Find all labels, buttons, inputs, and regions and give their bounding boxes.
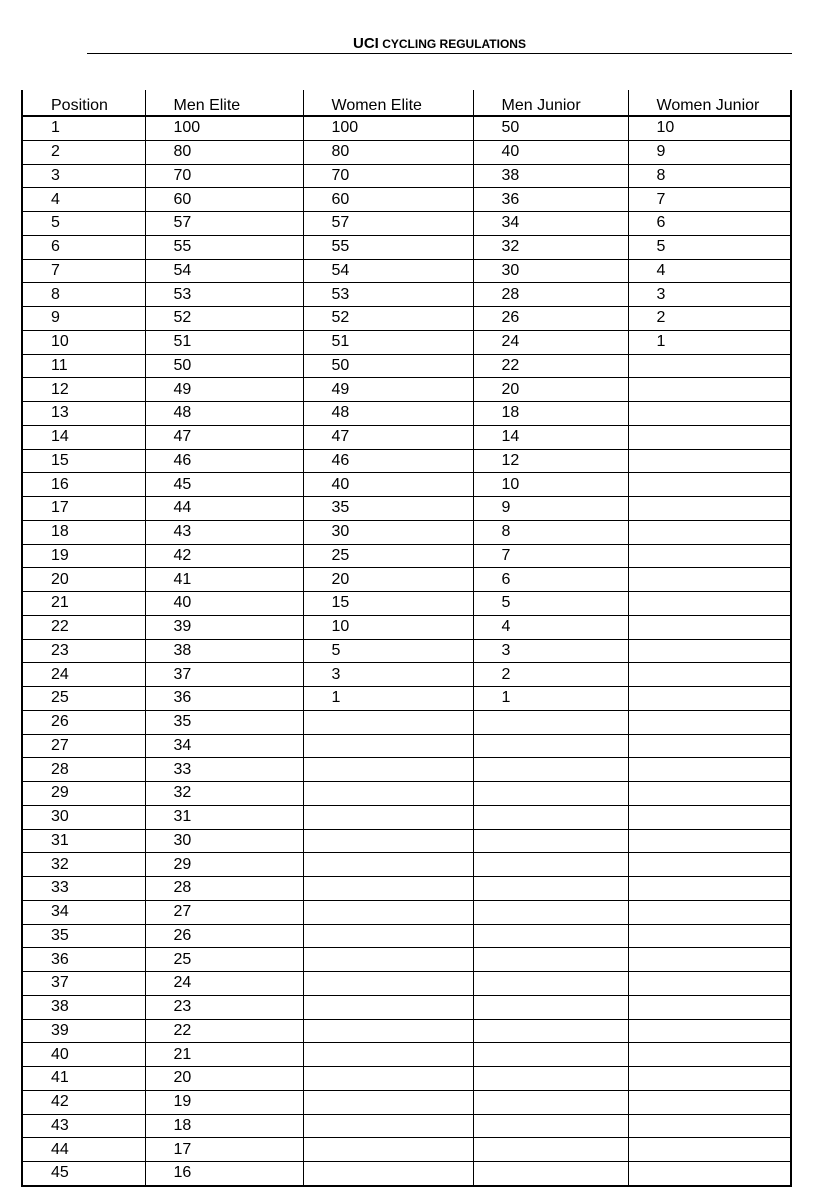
cell-women-junior — [628, 615, 791, 639]
cell-men-junior — [473, 710, 628, 734]
header-title-main: UCI — [353, 35, 379, 52]
cell-men-elite: 51 — [145, 330, 303, 354]
table-row — [22, 924, 791, 948]
table-row — [22, 805, 791, 829]
cell-women-elite: 25 — [303, 544, 473, 568]
table-row — [22, 615, 791, 639]
cell-men-elite: 57 — [145, 212, 303, 236]
cell-women-elite — [303, 948, 473, 972]
cell-women-elite: 52 — [303, 307, 473, 331]
cell-women-junior — [628, 402, 791, 426]
cell-position: 9 — [22, 307, 145, 331]
cell-women-elite: 40 — [303, 473, 473, 497]
cell-position: 30 — [22, 805, 145, 829]
cell-women-elite: 46 — [303, 449, 473, 473]
cell-women-elite: 100 — [303, 116, 473, 140]
cell-position: 31 — [22, 829, 145, 853]
table-row — [22, 402, 791, 426]
cell-men-elite: 17 — [145, 1138, 303, 1162]
cell-men-elite: 49 — [145, 378, 303, 402]
cell-men-elite: 33 — [145, 758, 303, 782]
cell-women-junior: 10 — [628, 116, 791, 140]
cell-women-junior — [628, 520, 791, 544]
cell-men-junior: 34 — [473, 212, 628, 236]
cell-position: 10 — [22, 330, 145, 354]
cell-men-elite: 34 — [145, 734, 303, 758]
cell-position: 6 — [22, 235, 145, 259]
column-header-men-junior: Men Junior — [473, 90, 628, 116]
cell-position: 11 — [22, 354, 145, 378]
cell-position: 43 — [22, 1114, 145, 1138]
cell-men-junior: 50 — [473, 116, 628, 140]
cell-position: 21 — [22, 592, 145, 616]
cell-men-junior — [473, 805, 628, 829]
cell-women-junior: 3 — [628, 283, 791, 307]
table-row — [22, 164, 791, 188]
cell-men-junior: 8 — [473, 520, 628, 544]
points-table — [21, 90, 792, 1187]
cell-women-elite — [303, 1019, 473, 1043]
cell-position: 3 — [22, 164, 145, 188]
cell-women-junior — [628, 734, 791, 758]
cell-position: 5 — [22, 212, 145, 236]
cell-men-junior — [473, 948, 628, 972]
table-row — [22, 782, 791, 806]
table-row — [22, 995, 791, 1019]
cell-women-junior — [628, 497, 791, 521]
cell-men-elite: 20 — [145, 1067, 303, 1091]
cell-women-elite — [303, 995, 473, 1019]
cell-women-elite — [303, 1138, 473, 1162]
cell-women-elite — [303, 1114, 473, 1138]
cell-position: 26 — [22, 710, 145, 734]
column-header-women-junior: Women Junior — [628, 90, 791, 116]
cell-position: 35 — [22, 924, 145, 948]
cell-men-junior: 22 — [473, 354, 628, 378]
cell-women-junior: 1 — [628, 330, 791, 354]
cell-men-elite: 21 — [145, 1043, 303, 1067]
cell-men-elite: 55 — [145, 235, 303, 259]
table-row — [22, 116, 791, 140]
table-row — [22, 354, 791, 378]
table-row — [22, 140, 791, 164]
cell-men-junior: 4 — [473, 615, 628, 639]
cell-women-elite: 70 — [303, 164, 473, 188]
cell-men-junior — [473, 1019, 628, 1043]
cell-women-elite: 48 — [303, 402, 473, 426]
cell-men-elite: 36 — [145, 687, 303, 711]
cell-position: 7 — [22, 259, 145, 283]
cell-men-elite: 35 — [145, 710, 303, 734]
cell-men-junior — [473, 995, 628, 1019]
cell-men-elite: 16 — [145, 1162, 303, 1186]
cell-men-junior — [473, 734, 628, 758]
cell-men-junior — [473, 900, 628, 924]
table-row — [22, 212, 791, 236]
cell-men-elite: 40 — [145, 592, 303, 616]
cell-men-junior — [473, 782, 628, 806]
cell-position: 33 — [22, 877, 145, 901]
cell-women-junior — [628, 354, 791, 378]
column-header-men-elite: Men Elite — [145, 90, 303, 116]
cell-women-elite — [303, 1067, 473, 1091]
cell-position: 4 — [22, 188, 145, 212]
cell-men-elite: 80 — [145, 140, 303, 164]
cell-women-elite — [303, 853, 473, 877]
cell-women-junior — [628, 948, 791, 972]
header-title — [353, 35, 526, 52]
cell-women-elite: 20 — [303, 568, 473, 592]
table-row — [22, 1114, 791, 1138]
cell-women-elite: 49 — [303, 378, 473, 402]
cell-men-elite: 48 — [145, 402, 303, 426]
cell-women-junior — [628, 568, 791, 592]
table-row — [22, 1019, 791, 1043]
cell-men-elite: 100 — [145, 116, 303, 140]
cell-men-junior: 1 — [473, 687, 628, 711]
cell-women-junior — [628, 1043, 791, 1067]
cell-position: 15 — [22, 449, 145, 473]
cell-men-elite: 41 — [145, 568, 303, 592]
cell-men-elite: 24 — [145, 972, 303, 996]
table-row — [22, 568, 791, 592]
cell-men-junior — [473, 877, 628, 901]
cell-women-elite — [303, 758, 473, 782]
cell-men-junior: 3 — [473, 639, 628, 663]
table-row — [22, 520, 791, 544]
cell-women-elite — [303, 900, 473, 924]
table-row — [22, 188, 791, 212]
cell-women-junior — [628, 877, 791, 901]
cell-men-elite: 19 — [145, 1090, 303, 1114]
cell-position: 36 — [22, 948, 145, 972]
table-row — [22, 900, 791, 924]
table-row — [22, 283, 791, 307]
cell-men-elite: 42 — [145, 544, 303, 568]
table-row — [22, 497, 791, 521]
header-title-rest: CYCLING REGULATIONS — [378, 37, 526, 51]
cell-men-junior — [473, 924, 628, 948]
cell-women-junior — [628, 1090, 791, 1114]
cell-women-elite — [303, 782, 473, 806]
cell-position: 25 — [22, 687, 145, 711]
cell-women-junior: 4 — [628, 259, 791, 283]
table-body — [22, 116, 791, 1186]
cell-men-junior: 7 — [473, 544, 628, 568]
cell-women-junior — [628, 924, 791, 948]
cell-position: 12 — [22, 378, 145, 402]
cell-position: 34 — [22, 900, 145, 924]
cell-position: 2 — [22, 140, 145, 164]
table-row — [22, 734, 791, 758]
cell-women-junior — [628, 639, 791, 663]
cell-men-junior: 28 — [473, 283, 628, 307]
cell-men-junior — [473, 853, 628, 877]
cell-position: 13 — [22, 402, 145, 426]
table-row — [22, 639, 791, 663]
table-row — [22, 330, 791, 354]
column-header-position: Position — [22, 90, 145, 116]
cell-men-elite: 29 — [145, 853, 303, 877]
cell-women-junior: 7 — [628, 188, 791, 212]
table-row — [22, 1162, 791, 1186]
cell-position: 17 — [22, 497, 145, 521]
cell-men-elite: 22 — [145, 1019, 303, 1043]
cell-position: 8 — [22, 283, 145, 307]
cell-position: 45 — [22, 1162, 145, 1186]
cell-men-elite: 39 — [145, 615, 303, 639]
cell-women-junior — [628, 1162, 791, 1186]
table-header-row — [22, 90, 791, 116]
cell-women-elite: 35 — [303, 497, 473, 521]
cell-men-elite: 30 — [145, 829, 303, 853]
cell-men-junior: 6 — [473, 568, 628, 592]
cell-men-junior — [473, 829, 628, 853]
cell-position: 29 — [22, 782, 145, 806]
table-row — [22, 1090, 791, 1114]
cell-women-junior — [628, 782, 791, 806]
cell-men-junior: 12 — [473, 449, 628, 473]
table-row — [22, 1067, 791, 1091]
cell-men-elite: 28 — [145, 877, 303, 901]
cell-men-junior: 38 — [473, 164, 628, 188]
cell-men-elite: 52 — [145, 307, 303, 331]
table-row — [22, 1043, 791, 1067]
cell-men-junior — [473, 758, 628, 782]
cell-women-elite — [303, 972, 473, 996]
cell-women-elite — [303, 924, 473, 948]
cell-women-elite: 53 — [303, 283, 473, 307]
cell-women-junior: 5 — [628, 235, 791, 259]
page-header — [87, 34, 792, 54]
cell-women-junior — [628, 758, 791, 782]
cell-women-junior — [628, 805, 791, 829]
cell-women-elite: 54 — [303, 259, 473, 283]
cell-women-junior — [628, 544, 791, 568]
cell-position: 40 — [22, 1043, 145, 1067]
cell-women-junior — [628, 592, 791, 616]
table-row — [22, 948, 791, 972]
cell-women-elite: 55 — [303, 235, 473, 259]
cell-position: 41 — [22, 1067, 145, 1091]
cell-position: 24 — [22, 663, 145, 687]
cell-position: 20 — [22, 568, 145, 592]
cell-women-junior — [628, 1019, 791, 1043]
cell-men-elite: 25 — [145, 948, 303, 972]
cell-position: 39 — [22, 1019, 145, 1043]
cell-men-junior — [473, 1043, 628, 1067]
cell-women-junior — [628, 1114, 791, 1138]
cell-women-junior — [628, 995, 791, 1019]
cell-women-junior — [628, 972, 791, 996]
cell-men-elite: 27 — [145, 900, 303, 924]
cell-men-elite: 18 — [145, 1114, 303, 1138]
cell-men-junior: 30 — [473, 259, 628, 283]
cell-women-elite: 10 — [303, 615, 473, 639]
cell-women-elite — [303, 1090, 473, 1114]
cell-position: 38 — [22, 995, 145, 1019]
cell-women-elite — [303, 710, 473, 734]
cell-women-elite: 1 — [303, 687, 473, 711]
cell-women-elite: 3 — [303, 663, 473, 687]
cell-women-junior: 6 — [628, 212, 791, 236]
table-row — [22, 592, 791, 616]
cell-women-junior: 8 — [628, 164, 791, 188]
cell-men-elite: 32 — [145, 782, 303, 806]
cell-position: 19 — [22, 544, 145, 568]
cell-men-elite: 44 — [145, 497, 303, 521]
cell-women-elite: 51 — [303, 330, 473, 354]
cell-position: 37 — [22, 972, 145, 996]
cell-women-elite — [303, 805, 473, 829]
table-row — [22, 829, 791, 853]
cell-women-junior — [628, 473, 791, 497]
cell-position: 1 — [22, 116, 145, 140]
cell-men-elite: 31 — [145, 805, 303, 829]
cell-women-junior — [628, 378, 791, 402]
cell-men-elite: 50 — [145, 354, 303, 378]
cell-position: 23 — [22, 639, 145, 663]
cell-men-junior: 36 — [473, 188, 628, 212]
cell-women-elite — [303, 1162, 473, 1186]
cell-women-junior: 9 — [628, 140, 791, 164]
cell-men-junior — [473, 1067, 628, 1091]
cell-women-junior — [628, 710, 791, 734]
table-row — [22, 710, 791, 734]
cell-position: 32 — [22, 853, 145, 877]
cell-women-junior — [628, 853, 791, 877]
cell-women-elite: 57 — [303, 212, 473, 236]
cell-position: 44 — [22, 1138, 145, 1162]
cell-men-junior: 10 — [473, 473, 628, 497]
cell-women-elite — [303, 734, 473, 758]
column-header-women-elite: Women Elite — [303, 90, 473, 116]
cell-women-junior — [628, 1067, 791, 1091]
cell-men-elite: 60 — [145, 188, 303, 212]
table-row — [22, 235, 791, 259]
cell-men-junior — [473, 1114, 628, 1138]
table-row — [22, 307, 791, 331]
cell-women-elite — [303, 877, 473, 901]
cell-men-junior: 5 — [473, 592, 628, 616]
cell-men-elite: 37 — [145, 663, 303, 687]
table-row — [22, 853, 791, 877]
table-row — [22, 663, 791, 687]
cell-women-junior — [628, 449, 791, 473]
cell-women-junior — [628, 425, 791, 449]
cell-men-junior: 32 — [473, 235, 628, 259]
cell-women-junior — [628, 687, 791, 711]
table-row — [22, 687, 791, 711]
cell-position: 14 — [22, 425, 145, 449]
cell-women-elite: 47 — [303, 425, 473, 449]
cell-women-junior — [628, 900, 791, 924]
cell-men-junior: 24 — [473, 330, 628, 354]
cell-position: 28 — [22, 758, 145, 782]
cell-women-elite: 15 — [303, 592, 473, 616]
cell-men-junior: 9 — [473, 497, 628, 521]
cell-women-elite: 80 — [303, 140, 473, 164]
cell-women-elite — [303, 1043, 473, 1067]
cell-men-elite: 53 — [145, 283, 303, 307]
table-row — [22, 972, 791, 996]
cell-men-junior: 14 — [473, 425, 628, 449]
cell-women-elite — [303, 829, 473, 853]
cell-men-junior: 20 — [473, 378, 628, 402]
cell-men-junior — [473, 1138, 628, 1162]
table-row — [22, 449, 791, 473]
cell-men-elite: 70 — [145, 164, 303, 188]
cell-men-elite: 38 — [145, 639, 303, 663]
cell-women-elite: 5 — [303, 639, 473, 663]
table-row — [22, 473, 791, 497]
cell-men-junior — [473, 1090, 628, 1114]
table-row — [22, 544, 791, 568]
cell-position: 42 — [22, 1090, 145, 1114]
cell-men-junior: 26 — [473, 307, 628, 331]
cell-men-junior — [473, 1162, 628, 1186]
cell-men-junior — [473, 972, 628, 996]
cell-men-elite: 45 — [145, 473, 303, 497]
table-row — [22, 758, 791, 782]
cell-women-elite: 30 — [303, 520, 473, 544]
cell-men-elite: 43 — [145, 520, 303, 544]
table-row — [22, 425, 791, 449]
cell-men-junior: 18 — [473, 402, 628, 426]
cell-women-elite: 60 — [303, 188, 473, 212]
cell-women-elite: 50 — [303, 354, 473, 378]
table-row — [22, 259, 791, 283]
cell-women-junior — [628, 1138, 791, 1162]
cell-men-elite: 23 — [145, 995, 303, 1019]
table-row — [22, 877, 791, 901]
cell-position: 16 — [22, 473, 145, 497]
cell-men-junior: 40 — [473, 140, 628, 164]
cell-position: 22 — [22, 615, 145, 639]
cell-men-elite: 47 — [145, 425, 303, 449]
cell-position: 27 — [22, 734, 145, 758]
table-row — [22, 378, 791, 402]
cell-women-junior — [628, 663, 791, 687]
cell-men-elite: 26 — [145, 924, 303, 948]
cell-women-junior: 2 — [628, 307, 791, 331]
cell-men-junior: 2 — [473, 663, 628, 687]
cell-position: 18 — [22, 520, 145, 544]
cell-men-elite: 54 — [145, 259, 303, 283]
table-row — [22, 1138, 791, 1162]
cell-men-elite: 46 — [145, 449, 303, 473]
cell-women-junior — [628, 829, 791, 853]
